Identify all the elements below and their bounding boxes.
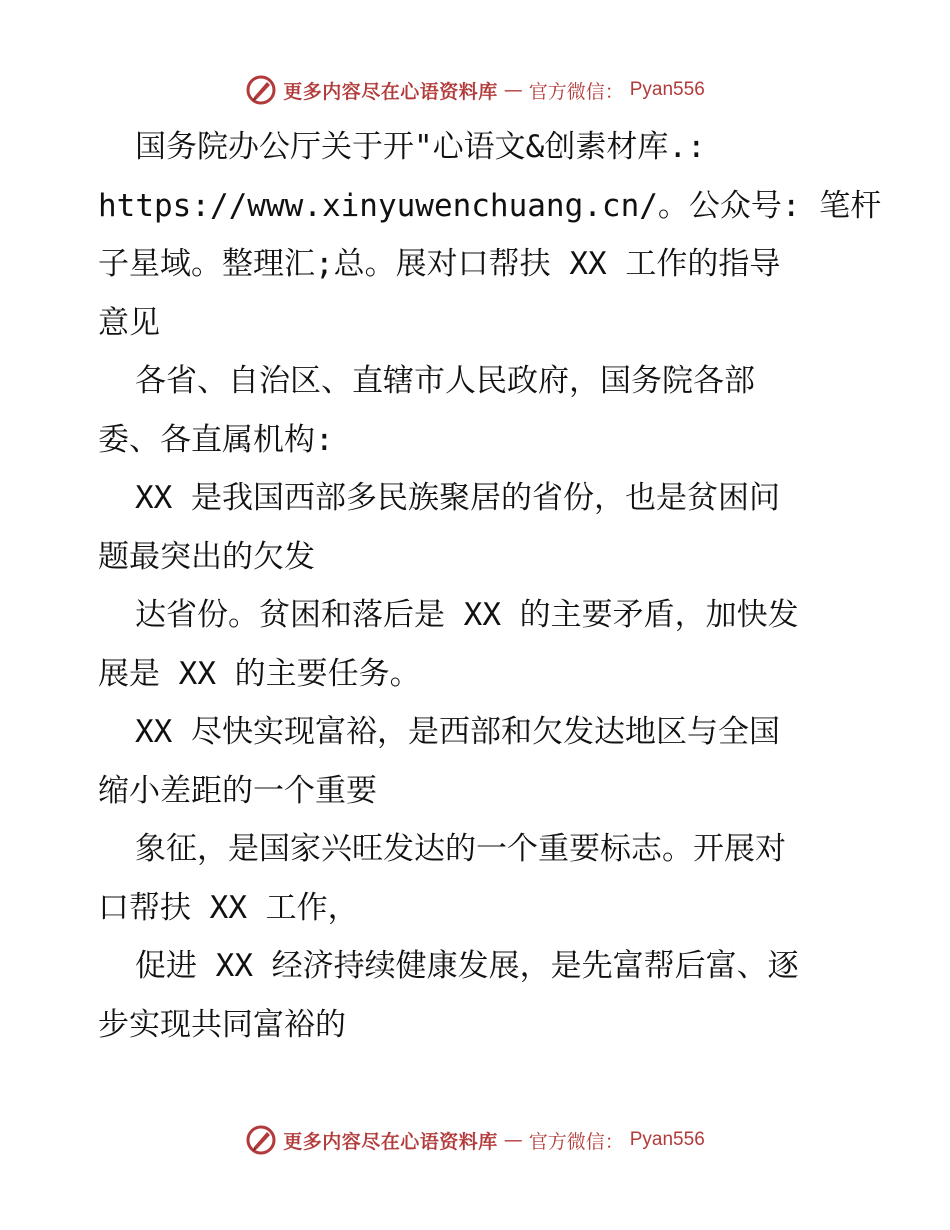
header-wechat-label: 官方微信： bbox=[528, 80, 624, 103]
quill-pen-logo-icon bbox=[245, 74, 277, 106]
footer-wechat-label: 官方微信： bbox=[528, 1130, 624, 1153]
body-line[interactable]: https://www.xinyuwenchuang.cn/。公众号: 笔杆 bbox=[98, 187, 882, 224]
footer-wechat-id: Pyan556 bbox=[629, 1129, 705, 1150]
body-line: XX 尽快实现富裕，是西部和欠发达地区与全国 bbox=[135, 714, 780, 750]
body-line: 子星域。整理汇;总。展对口帮扶 XX 工作的指导 bbox=[98, 246, 781, 282]
body-line: 缩小差距的一个重要 bbox=[98, 772, 377, 809]
body-line: XX 是我国西部多民族聚居的省份，也是贫困问 bbox=[135, 480, 780, 516]
body-line: 达省份。贫困和落后是 XX 的主要矛盾，加快发 bbox=[135, 597, 799, 633]
quill-pen-logo-icon bbox=[245, 1124, 277, 1156]
body-line: 委、各直属机构: bbox=[98, 421, 334, 458]
footer-site-text: 更多内容尽在心语资料库 bbox=[283, 1130, 498, 1153]
body-line: 促进 XX 经济持续健康发展，是先富帮后富、逐 bbox=[135, 948, 799, 984]
body-line: 各省、自治区、直辖市人民政府，国务院各部 bbox=[135, 363, 755, 399]
footer-banner bbox=[0, 1120, 950, 1160]
body-line: 题最突出的欠发 bbox=[98, 538, 315, 575]
footer-separator: — bbox=[503, 1129, 523, 1151]
body-line: 展是 XX 的主要任务。 bbox=[98, 655, 421, 692]
header-wechat-id: Pyan556 bbox=[629, 79, 705, 100]
document-body bbox=[98, 118, 882, 1054]
header-site-text: 更多内容尽在心语资料库 bbox=[283, 80, 498, 103]
body-line: 口帮扶 XX 工作， bbox=[98, 889, 359, 926]
header-separator: — bbox=[503, 79, 523, 101]
body-line: 国务院办公厅关于开"心语文&创素材库.: bbox=[135, 129, 706, 165]
header-banner bbox=[0, 70, 950, 110]
body-line: 象征，是国家兴旺发达的一个重要标志。开展对 bbox=[135, 831, 786, 867]
body-line: 意见 bbox=[98, 304, 160, 341]
body-line: 步实现共同富裕的 bbox=[98, 1006, 346, 1043]
